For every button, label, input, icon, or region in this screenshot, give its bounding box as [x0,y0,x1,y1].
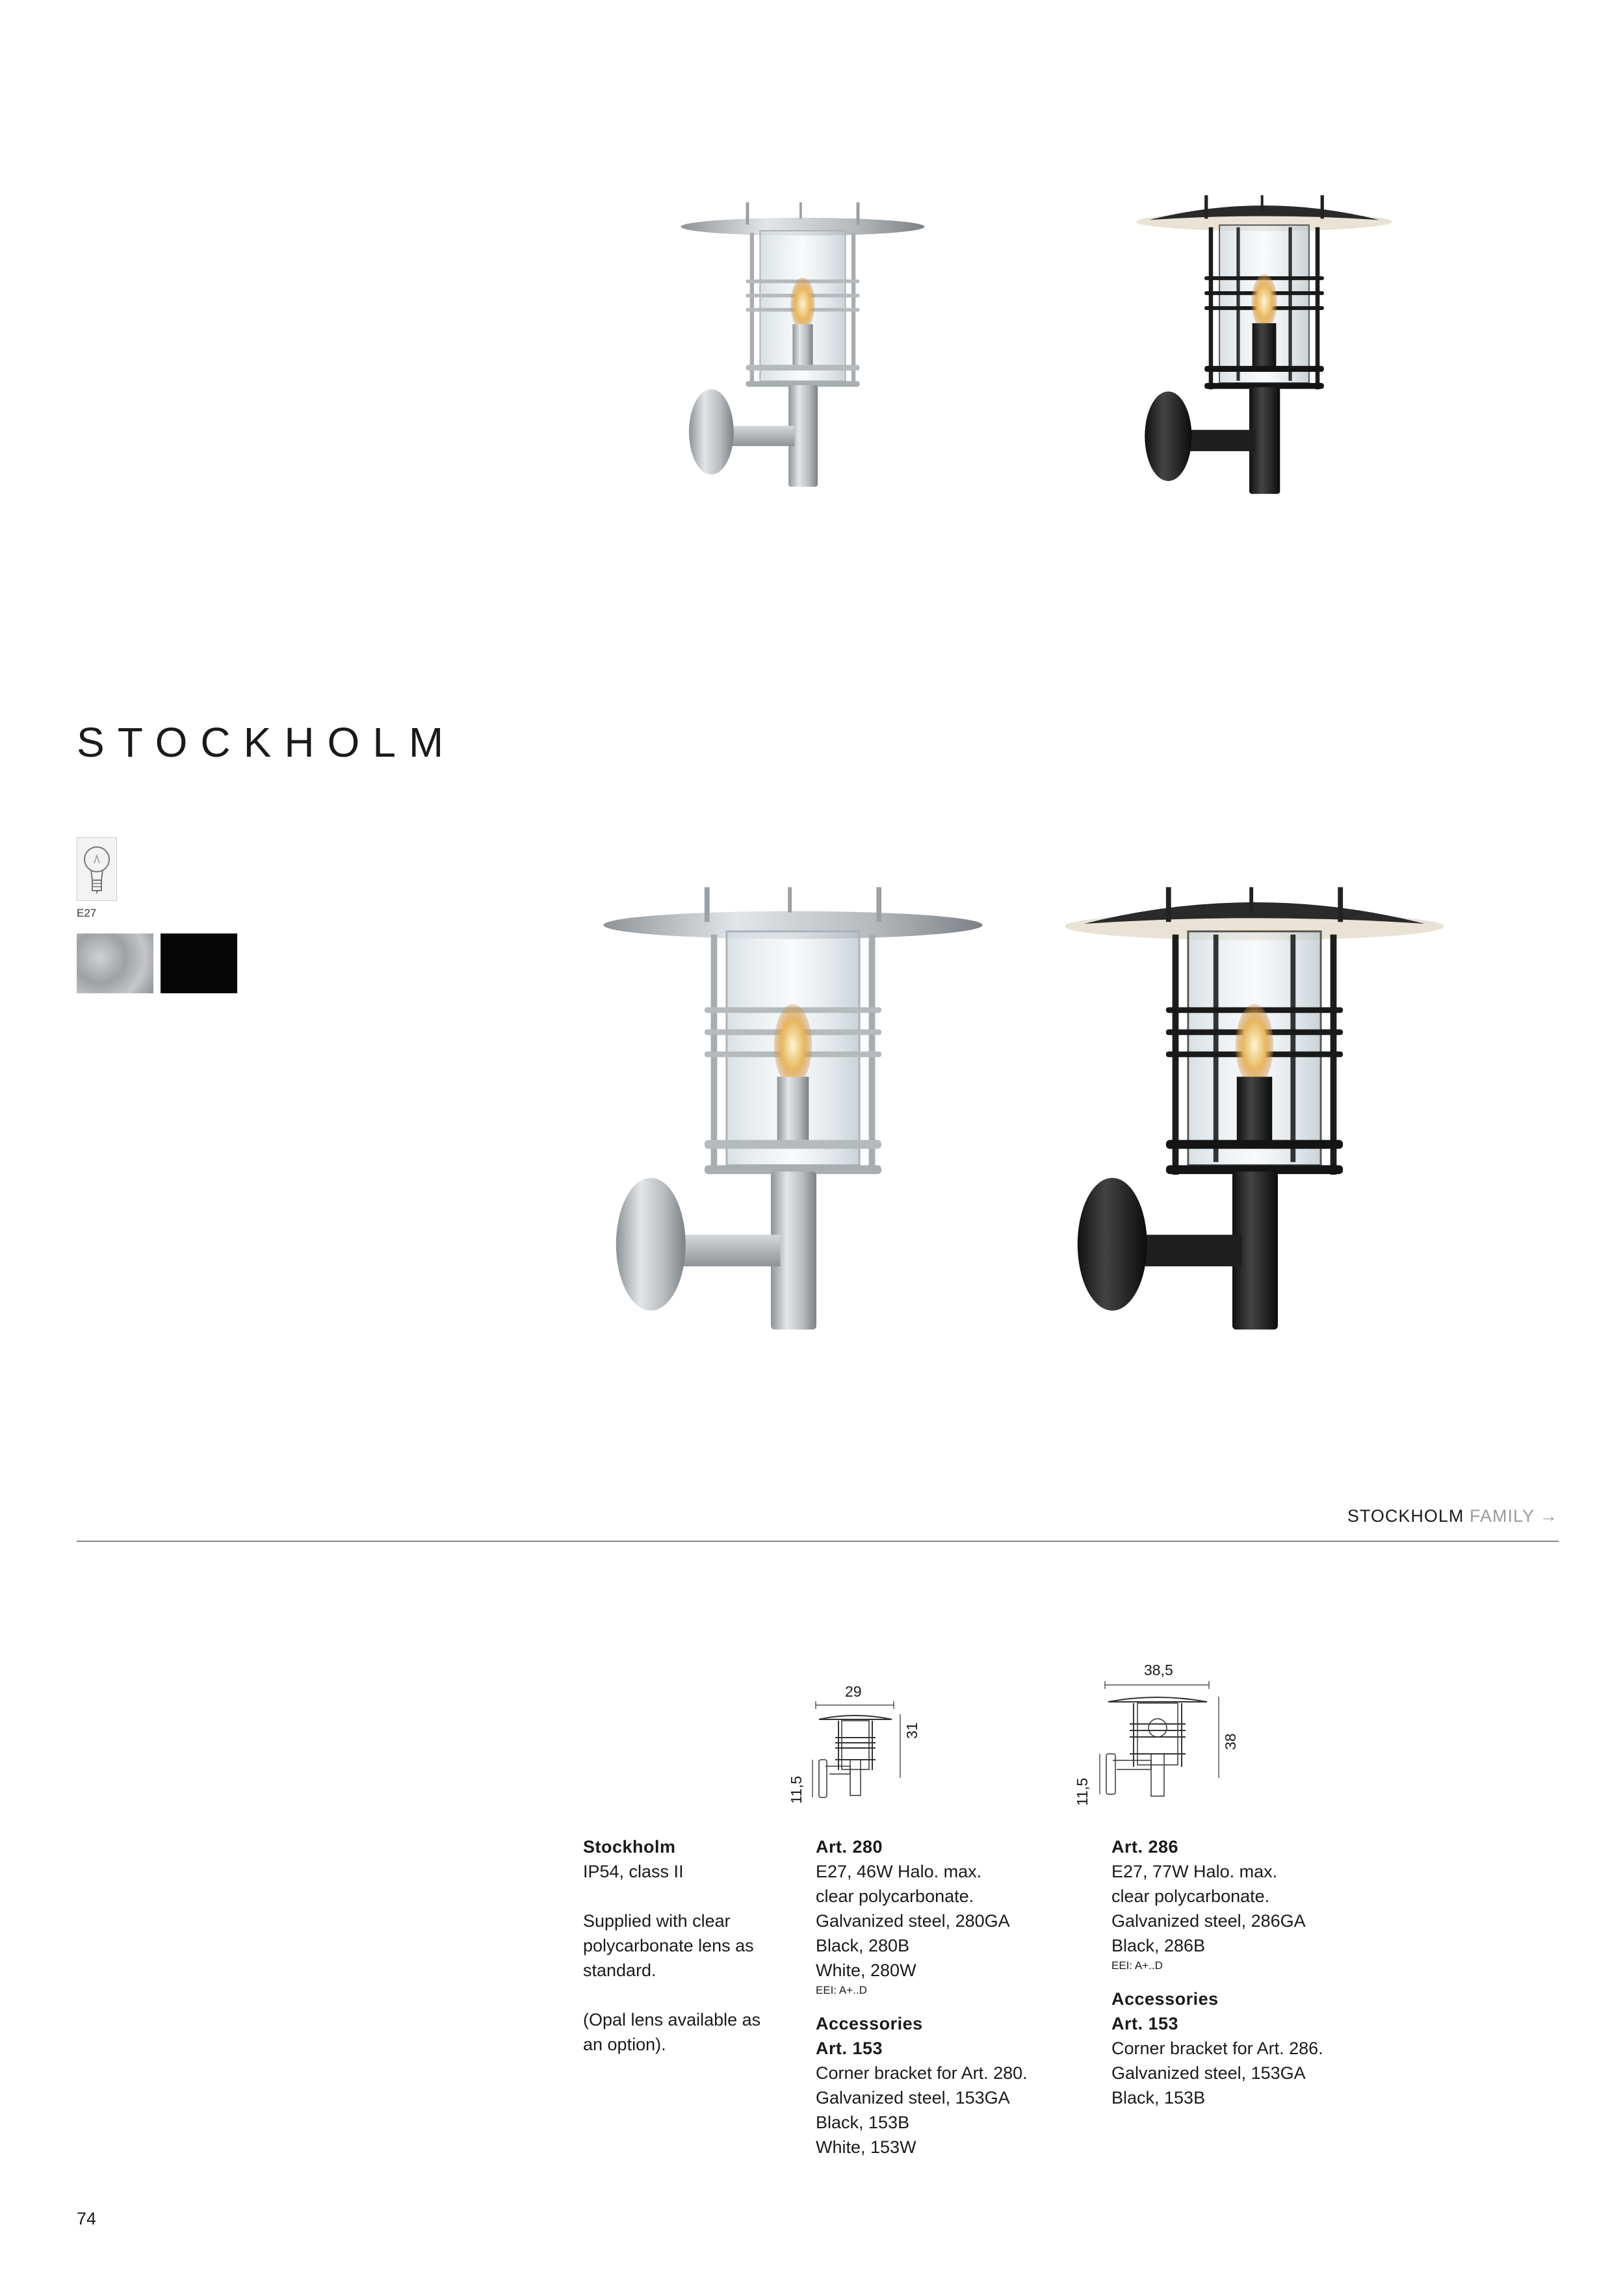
spec-line: Black, 286B [1111,1936,1206,1955]
divider [77,1541,1559,1542]
spec-line: E27, 46W Halo. max. [816,1862,982,1881]
spec-line: Galvanized steel, 280GA [816,1911,1010,1931]
spec-heading: Stockholm [583,1837,676,1857]
spec-line: clear polycarbonate. [1111,1886,1270,1906]
drawing-280-mount: 11,5 [788,1775,805,1804]
spec-line: (Opal lens available as [583,2010,761,2029]
lamp-photo-galvanized-large [572,881,1014,1336]
drawing-280 [780,1683,923,1817]
spec-line: Galvanized steel, 153GA [816,2088,1010,2107]
spec-line: White, 153W [816,2137,916,2157]
galvanized-swatch [77,933,153,993]
black-swatch [161,933,237,993]
drawing-286-mount: 11,5 [1074,1777,1091,1806]
spec-line: Corner bracket for Art. 280. [816,2063,1028,2083]
spec-column-art-286 [1111,1834,1323,2110]
drawing-280-width: 29 [845,1683,862,1700]
spec-column-stockholm [583,1834,760,2057]
spec-line: standard. [583,1961,656,1980]
accessories-heading: Accessories [1111,1989,1219,2009]
drawing-286 [1072,1664,1248,1817]
eei-label: EEI: A+..D [816,1984,867,1996]
spec-heading: Art. 280 [816,1837,883,1857]
spec-column-art-280 [816,1834,1028,2159]
drawing-280-height: 31 [903,1722,920,1739]
accessories-heading: Accessories [816,2014,923,2033]
accessory-art: Art. 153 [1111,2014,1179,2033]
family-link[interactable] [1347,1506,1558,1526]
family-link-sub: FAMILY [1469,1506,1535,1526]
lamp-photo-black-large [1033,881,1475,1336]
page-title: STOCKHOLM [77,719,457,766]
accessory-art: Art. 153 [816,2039,883,2058]
spec-line: an option). [583,2035,666,2054]
spec-line: Black, 280B [816,1936,910,1955]
spec-line: IP54, class II [583,1862,684,1881]
spec-line: Galvanized steel, 153GA [1111,2063,1306,2083]
family-link-main: STOCKHOLM [1347,1506,1464,1526]
spec-line: Galvanized steel, 286GA [1111,1911,1306,1931]
drawing-286-width: 38,5 [1144,1662,1173,1678]
drawing-286-height: 38 [1222,1733,1239,1750]
spec-line: Black, 153B [816,2113,910,2132]
spec-line: White, 280W [816,1961,916,1980]
spec-line: Corner bracket for Art. 286. [1111,2039,1323,2058]
arrow-right-icon: → [1540,1506,1558,1526]
spec-line: Black, 153B [1111,2088,1206,2107]
bulb-label: E27 [77,907,97,919]
spec-heading: Art. 286 [1111,1837,1179,1857]
lamp-photo-black-small [1128,189,1401,501]
spec-line: clear polycarbonate. [816,1886,974,1906]
spec-line: Supplied with clear [583,1911,731,1931]
spec-line: polycarbonate lens as [583,1936,754,1955]
page-number: 74 [77,2209,97,2228]
lamp-photo-galvanized-small [673,189,933,501]
bulb-icon [77,837,117,901]
eei-label: EEI: A+..D [1111,1959,1163,1972]
spec-line: E27, 77W Halo. max. [1111,1862,1278,1881]
